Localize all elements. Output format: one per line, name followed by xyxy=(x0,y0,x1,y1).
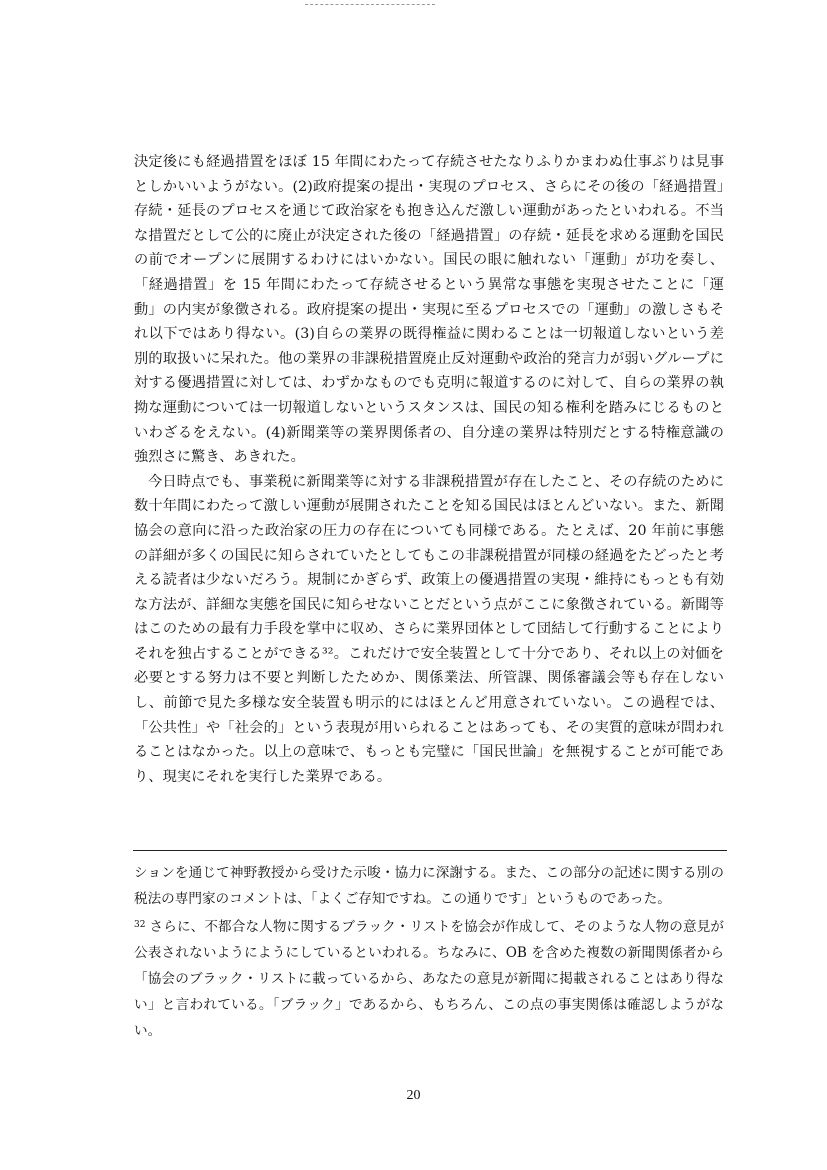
main-text xyxy=(134,150,724,789)
body-paragraph-2: 今日時点でも、事業税に新聞業等に対する非課税措置が存在したこと、その存続のために数十年間にわたって激しい運動が展開されたことを知る国民はほとんどいない。また、新聞協会の意向に沿った政治家の圧力の存在についても同様である。たとえば、20 年前に事態の詳細が多くの国民に知らされていたとしてもこの非課税措置が同様の経過をたどったと考える読者は少ないだろう。規制にかぎらず、政策上の優遇措置の実現・維持にもっとも有効な方法が、詳細な実態を国民に知らせないことだという点がここに象徴されている。新聞等はこのための最有力手段を掌中に収め、さらに業界団体として団結して行動することによりそれを独占することができる³²。これだけで安全装置として十分であり、それ以上の対価を必要とする努力は不要と判断したためか、関係業法、所管課、関係審議会等も存在しないし、前節で見た多様な安全装置も明示的にはほとんど用意されていない。この過程では、「公共性」や「社会的」という表現が用いられることはあっても、その実質的意味が問われることはなかった。以上の意味で、もっとも完璧に「国民世論」を無視することが可能であり、現実にそれを実行した業界である。 xyxy=(134,473,724,785)
body-paragraph-1: 決定後にも経過措置をほぼ 15 年間にわたって存続させたなりふりかまわぬ仕事ぶりは見事としかいいようがない。(2)政府提案の提出・実現のプロセス、さらにその後の「経過措置」存続・延長のプロセスを通じて政治家をも抱き込んだ激しい運動があったといわれる。不当な措置だとして公的に廃止が決定された後の「経過措置」の存続・延長を求める運動を国民の前でオープンに展開するわけにはいかない。国民の眼に触れない「運動」が功を奏し、「経過措置」を 15 年間にわたって存続させるという異常な事態を実現させたことに「運動」の内実が象徴される。政府提案の提出・実現に至るプロセスでの「運動」の激しさもそれ以下ではあり得ない。(3)自らの業界の既得権益に関わることは一切報道しないという差別的取扱いに呆れた。他の業界の非課税措置廃止反対運動や政治的発言力が弱いグループに対する優遇措置に対しては、わずかなものでも克明に報道するのに対して、自らの業界の執拗な運動については一切報道しないというスタンスは、国民の知る権利を踏みにじるものといわざるをえない。(4)新聞業等の業界関係者の、自分達の業界は特別だとする特権意識の強烈さに驚き、あきれた。 xyxy=(134,154,724,466)
footnote-32-marker: 32 xyxy=(134,920,146,930)
footnote-32-text: さらに、不都合な人物に関するブラック・リストを協会が作成して、そのような人物の意見が公表されないようにようにしているといわれる。ちなみに、OB を含めた複数の新聞関係者から「協会のブラック・リストに載っているから、あなたの意見が新聞に掲載されることはあり得ない」と言われている。「ブラック」であるから、もちろん、この点の事実関係は確認しようがない。 xyxy=(134,919,724,1039)
scan-top-mark xyxy=(305,4,435,5)
footnotes xyxy=(134,860,724,1044)
footnote-continuation: ションを通じて神野教授から受けた示唆・協力に深謝する。また、この部分の記述に関する別の税法の専門家のコメントは、「よくご存知ですね。この通りです」というものであった。 xyxy=(134,865,724,907)
page-number: 20 xyxy=(406,1088,421,1103)
footnote-32 xyxy=(134,912,724,1044)
footnote-divider xyxy=(133,850,727,851)
